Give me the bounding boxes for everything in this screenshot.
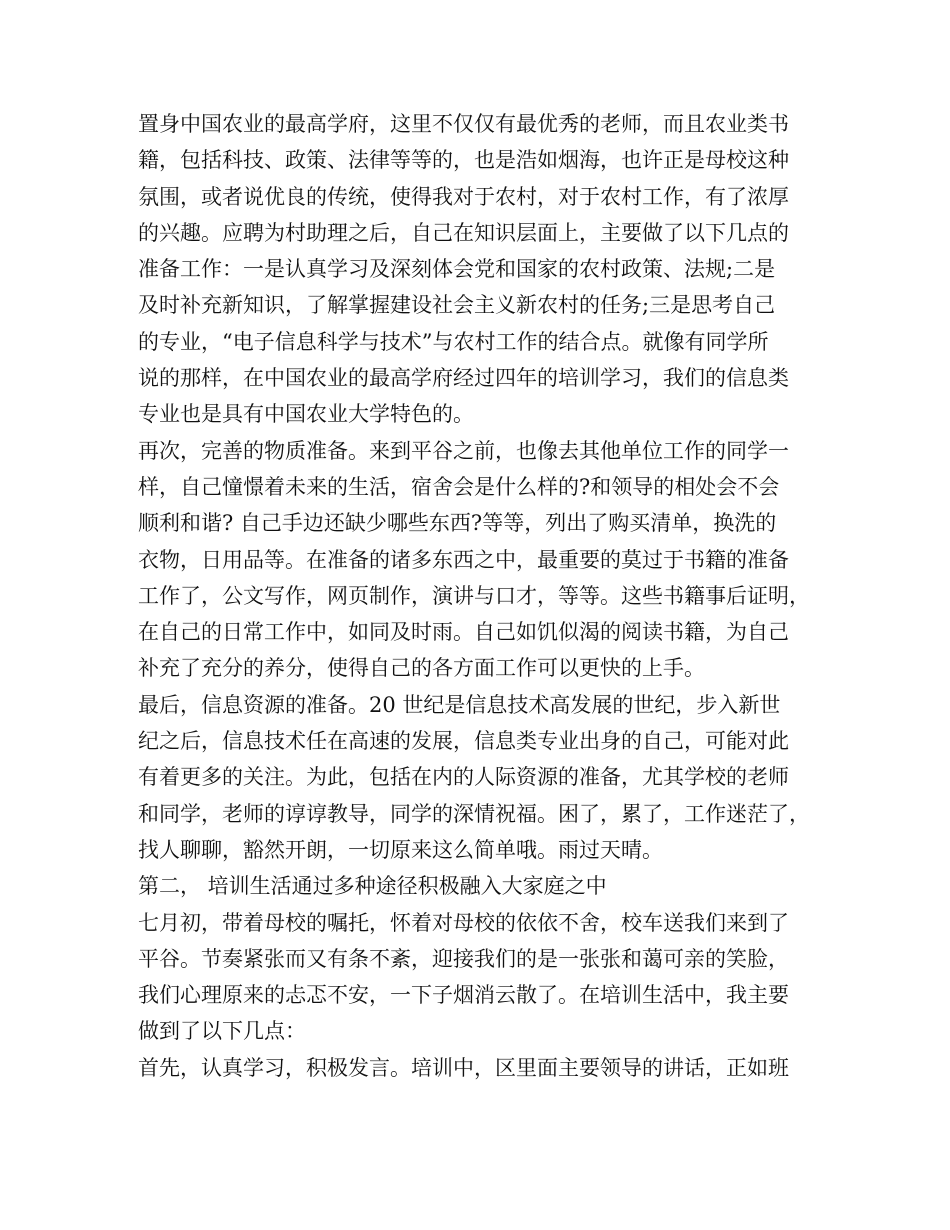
text-line: 首先，认真学习，积极发言。培训中，区里面主要领导的讲话，正如班: [138, 1055, 789, 1080]
section-heading: 第二， 培训生活通过多种途径积极融入大家庭之中: [138, 874, 607, 899]
text-line: 我们心理原来的忐忑不安，一下子烟消云散了。在培训生活中，我主要: [138, 983, 789, 1008]
text-line: 置身中国农业的最高学府，这里不仅仅有最优秀的老师，而且农业类书: [138, 112, 789, 136]
text-line: 说的那样，在中国农业的最高学府经过四年的培训学习，我们的信息类: [138, 366, 789, 391]
text-line: 氛围，或者说优良的传统，使得我对于农村，对于农村工作，有了浓厚: [138, 184, 789, 209]
text-line: 在自己的日常工作中，如同及时雨。自己如饥似渴的阅读书籍，为自己: [138, 620, 789, 645]
text-line: 补充了充分的养分，使得自己的各方面工作可以更快的上手。: [138, 656, 705, 681]
text-line: 顺利和谐? 自己手边还缺少哪些东西?等等，列出了购买清单，换洗的: [138, 511, 777, 536]
text-line: 准备工作：一是认真学习及深刻体会党和国家的农村政策、法规;二是: [138, 257, 776, 282]
text-line: 再次，完善的物质准备。来到平谷之前，也像去其他单位工作的同学一: [138, 438, 789, 463]
text-line: 最后，信息资源的准备。20 世纪是信息技术高发展的世纪，步入新世: [138, 692, 781, 717]
text-line: 及时补充新知识，了解掌握建设社会主义新农村的任务;三是思考自己: [138, 293, 776, 318]
text-line: 找人聊聊，豁然开朗，一切原来这么简单哦。雨过天晴。: [138, 837, 663, 862]
text-line: 籍，包括科技、政策、法律等等的，也是浩如烟海，也许正是母校这种: [138, 148, 789, 173]
text-line: 的兴趣。应聘为村助理之后，自己在知识层面上，主要做了以下几点的: [138, 220, 789, 245]
text-line: 衣物，日用品等。在准备的诸多东西之中，最重要的莫过于书籍的准备: [138, 547, 789, 572]
text-line: 做到了以下几点：: [138, 1019, 306, 1044]
text-line: 样，自己憧憬着未来的生活，宿舍会是什么样的?和领导的相处会不会: [138, 474, 780, 499]
text-line: 和同学，老师的谆谆教导，同学的深情祝福。困了，累了，工作迷茫了，: [138, 801, 810, 826]
text-line: 平谷。节奏紧张而又有条不紊，迎接我们的是一张张和蔼可亲的笑脸，: [138, 946, 789, 971]
text-line: 的专业，“电子信息科学与技术”与农村工作的结合点。就像有同学所: [138, 329, 769, 354]
text-line: 有着更多的关注。为此，包括在内的人际资源的准备，尤其学校的老师: [138, 765, 789, 790]
document-body: [138, 106, 828, 1086]
text-line: 工作了，公文写作，网页制作，演讲与口才，等等。这些书籍事后证明，: [138, 583, 810, 608]
text-line: 七月初，带着母校的嘱托，怀着对母校的依依不舍，校车送我们来到了: [138, 910, 789, 935]
text-line: 专业也是具有中国农业大学特色的。: [138, 402, 474, 427]
text-line: 纪之后，信息技术任在高速的发展，信息类专业出身的自己，可能对此: [138, 729, 789, 754]
